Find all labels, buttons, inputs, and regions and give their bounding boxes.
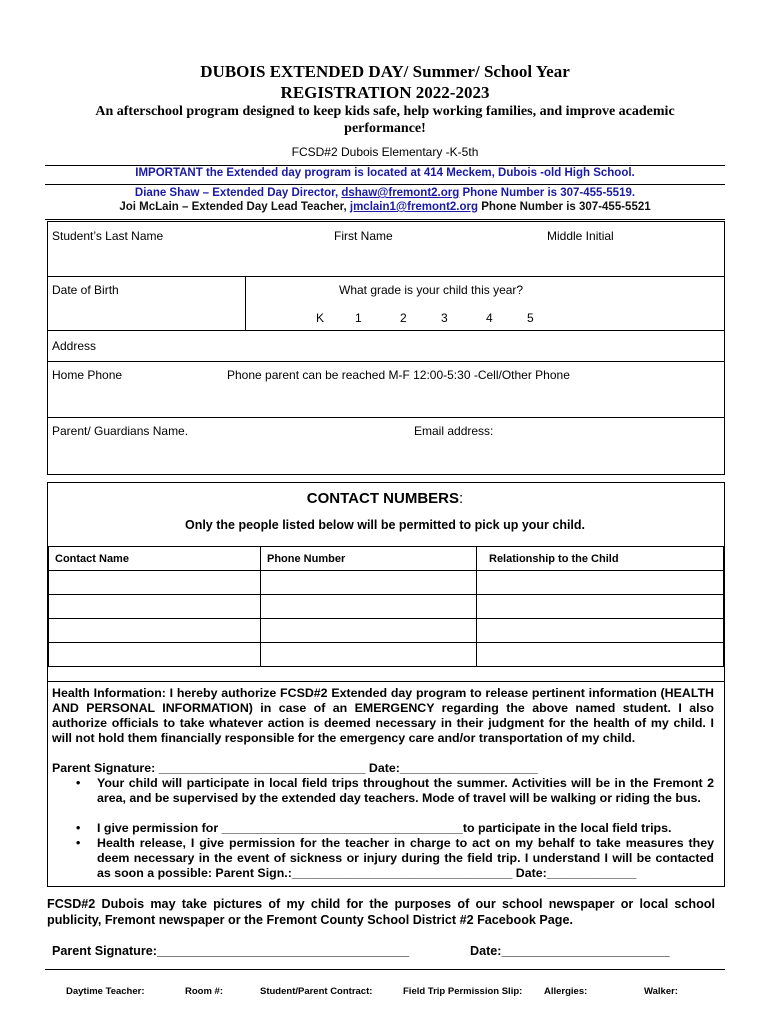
table-cell[interactable]	[49, 571, 261, 595]
footer-room: Room #:	[185, 986, 223, 997]
table-cell[interactable]	[477, 571, 724, 595]
table-header-row	[49, 547, 724, 571]
table-cell[interactable]	[477, 619, 724, 643]
table-cell[interactable]	[477, 595, 724, 619]
contacts-title	[0, 490, 770, 507]
contacts-title-colon: :	[459, 490, 464, 507]
table-row	[49, 643, 724, 667]
director-phone: Phone Number is 307-455-5519.	[459, 187, 636, 199]
lead-name: Joi McLain – Extended Day Lead Teacher,	[119, 201, 350, 213]
grade-option[interactable]: 2	[400, 311, 407, 325]
tagline-line1: An afterschool program designed to keep kids safe, help working families, and improve academic	[95, 104, 675, 119]
contacts-subtitle: Only the people listed below will be permitted to pick up your child.	[184, 518, 586, 532]
table-cell[interactable]	[49, 595, 261, 619]
table-cell[interactable]	[49, 643, 261, 667]
contacts-title-text: CONTACT NUMBERS	[306, 490, 460, 507]
divider	[45, 165, 725, 166]
footer-walker: Walker:	[644, 986, 678, 997]
divider	[45, 219, 725, 220]
page-title: DUBOIS EXTENDED DAY/ Summer/ School Year	[200, 62, 570, 81]
lead-phone: Phone Number is 307-455-5521	[478, 201, 651, 213]
column-header: Relationship to the Child	[477, 547, 724, 571]
home-phone-label: Home Phone	[52, 368, 123, 382]
director-email-link[interactable]: dshaw@fremont2.org	[341, 187, 460, 199]
table-cell[interactable]	[261, 571, 477, 595]
field-trip-notice: Your child will participate in local field trips throughout the summer. Activities will be in the Fremont 2 area, and be supervised by the extended day teachers. Mode of travel will be walking or riding the bus.	[97, 776, 714, 805]
bullet: •	[76, 836, 81, 850]
footer-contract: Student/Parent Contract:	[260, 986, 373, 997]
director-name: Diane Shaw – Extended Day Director,	[134, 187, 342, 199]
table-cell[interactable]	[261, 619, 477, 643]
publicity-date-line[interactable]: Date:________________________	[470, 944, 670, 958]
first-name-label: First Name	[334, 229, 393, 243]
guardian-label: Parent/ Guardians Name.	[52, 424, 189, 438]
work-phone-label: Phone parent can be reached M-F 12:00-5:30 -Cell/Other Phone	[227, 368, 570, 382]
column-header: Contact Name	[49, 547, 261, 571]
health-paragraph: Health Information: I hereby authorize FCSD#2 Extended day program to release pertinent information (HEALTH AND PERSONAL INFORMATION) in case of an EMERGENCY regarding the above named student. I also authorize officials to take whatever action is deemed necessary in their judgment for the health of my child. I will not hold them financially responsible for the emergency care and/or transportation of my child.	[52, 686, 714, 745]
footer-permission: Field Trip Permission Slip:	[403, 986, 523, 997]
email-label: Email address:	[414, 424, 494, 438]
address-label: Address	[52, 339, 97, 353]
grade-option[interactable]: 5	[527, 311, 534, 325]
contacts-table	[48, 546, 724, 667]
table-cell[interactable]	[261, 643, 477, 667]
last-name-label: Student’s Last Name	[52, 229, 164, 243]
bullet: •	[76, 821, 81, 835]
table-cell[interactable]	[261, 595, 477, 619]
footer-teacher: Daytime Teacher:	[66, 986, 145, 997]
bullet: •	[76, 776, 81, 790]
grade-question: What grade is your child this year?	[339, 283, 524, 297]
grade-option[interactable]: K	[316, 311, 325, 325]
publicity-paragraph: FCSD#2 Dubois may take pictures of my child for the purposes of our school newspaper or local school publicity, Fremont newspaper or the Fremont County School District #2 Facebook Page.	[47, 897, 715, 927]
address-field-box[interactable]	[47, 330, 725, 362]
footer-divider	[45, 969, 725, 970]
table-row	[49, 571, 724, 595]
page-subtitle: REGISTRATION 2022-2023	[280, 83, 490, 102]
dob-label: Date of Birth	[52, 283, 119, 297]
table-cell[interactable]	[49, 619, 261, 643]
lead-email-link[interactable]: jmclain1@fremont2.org	[349, 201, 479, 213]
lead-line	[0, 201, 770, 213]
field-trip-permission[interactable]: I give permission for ___________________________________to participate in the local field trips.	[97, 821, 672, 835]
table-cell[interactable]	[477, 643, 724, 667]
health-release[interactable]: Health release, I give permission for the teacher in charge to act on my behalf to take measures they deem necessary in the event of sickness or injury during the field trip. I understand I will be contacted as soon a possible: Parent Sign.:________________________________ Date:_____________	[97, 836, 714, 880]
director-line	[0, 187, 770, 199]
grade-option[interactable]: 3	[441, 311, 448, 325]
grade-option[interactable]: 4	[486, 311, 493, 325]
important-notice: IMPORTANT the Extended day program is located at 414 Meckem, Dubois -old High School.	[135, 167, 635, 179]
divider	[45, 184, 725, 185]
table-row	[49, 619, 724, 643]
grade-option[interactable]: 1	[355, 311, 362, 325]
publicity-signature-line[interactable]: Parent Signature:____________________________________	[52, 944, 410, 958]
tagline-line2: performance!	[344, 121, 426, 136]
column-header: Phone Number	[261, 547, 477, 571]
school-line: FCSD#2 Dubois Elementary -K-5th	[291, 145, 479, 159]
table-row	[49, 595, 724, 619]
footer-allergies: Allergies:	[544, 986, 588, 997]
health-signature-line[interactable]: Parent Signature: ______________________________ Date:____________________	[52, 761, 538, 775]
middle-initial-label: Middle Initial	[547, 229, 614, 243]
